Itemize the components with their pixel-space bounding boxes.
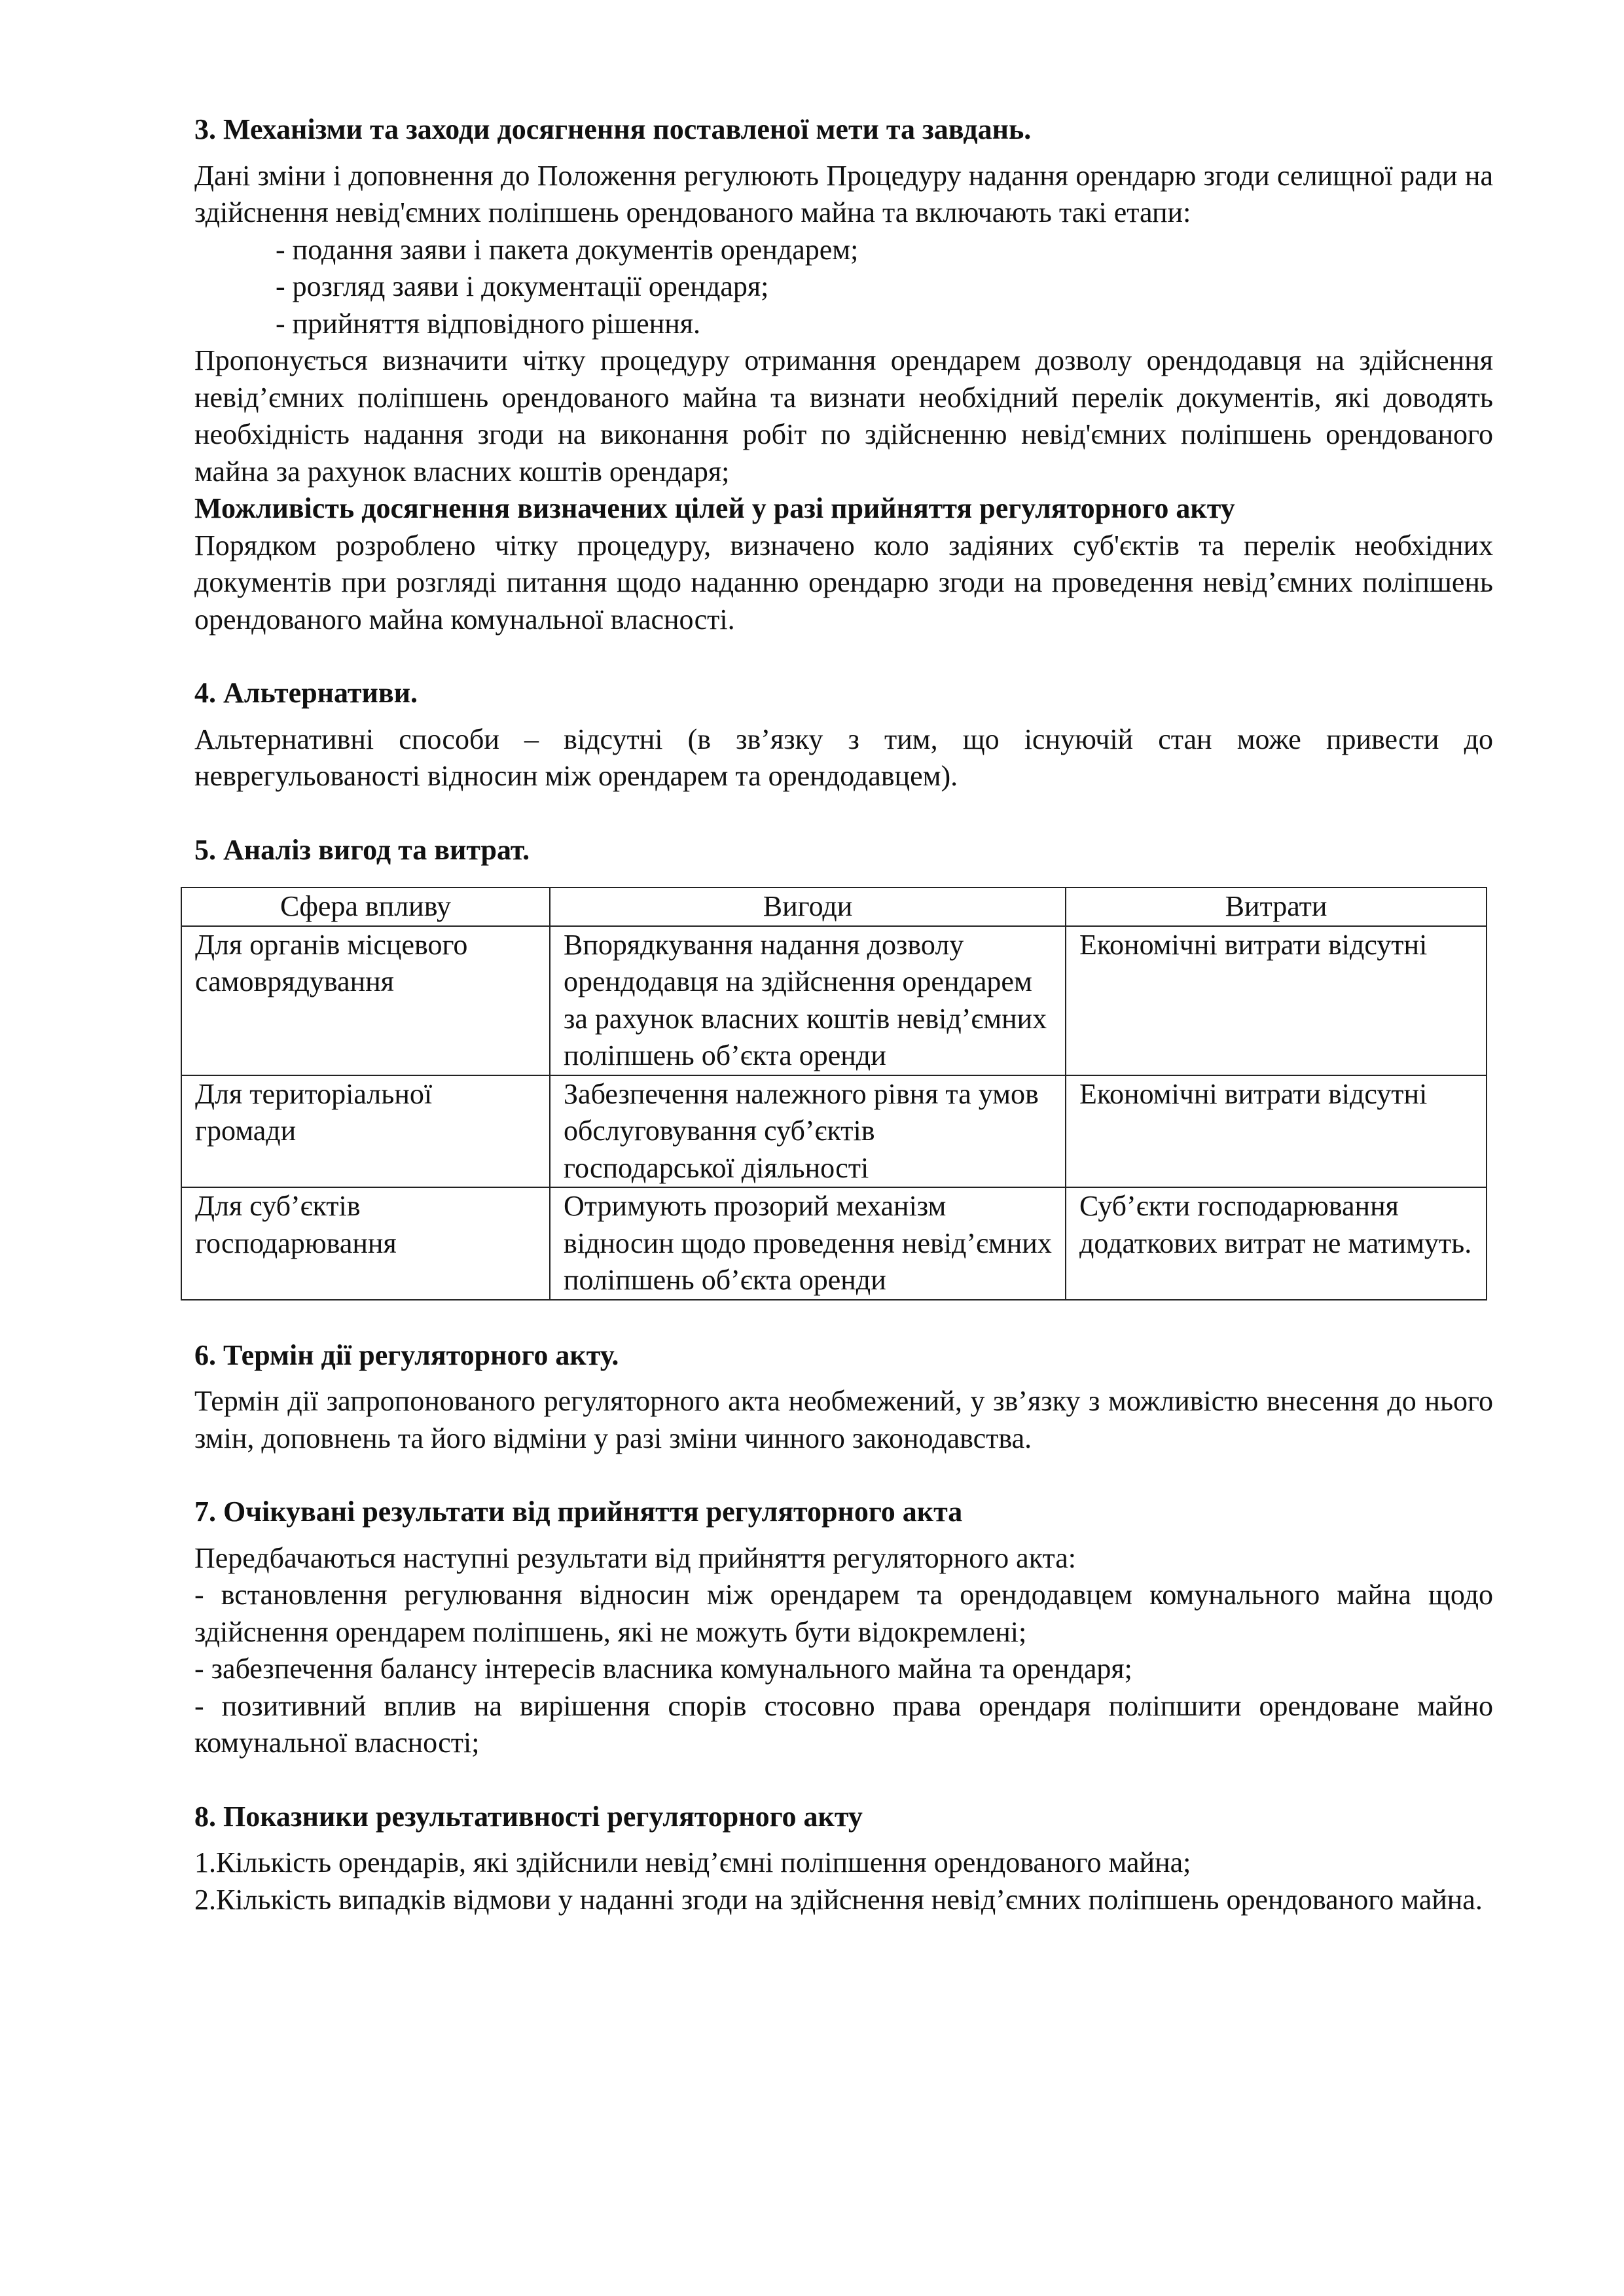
section-7-heading: 7. Очікувані результати від прийняття регуляторного акта: [194, 1496, 963, 1528]
table-row: [181, 1187, 1487, 1300]
section-7-intro: Передбачаються наступні результати від прийняття регуляторного акта:: [194, 1541, 1077, 1574]
table-cell: Для органів місцевого самоврядування: [181, 926, 550, 1075]
table-cell: Для територіальної громади: [181, 1075, 550, 1188]
section-4-text: Альтернативні способи – відсутні (в зв’язку з тим, що існуючій стан може привести до неврегульованості відносин між орендарем та орендодавцем).: [194, 723, 1493, 792]
table-cell: Економічні витрати відсутні: [1066, 1075, 1487, 1188]
section-3-subheading: Можливість досягнення визначених цілей у разі прийняття регуляторного акту: [194, 492, 1235, 524]
table-cell: Для суб’єктів господарювання: [181, 1187, 550, 1300]
column-header: Вигоди: [550, 888, 1066, 926]
section-3-heading: 3. Механізми та заходи досягнення поставленої мети та завдань.: [194, 113, 1032, 145]
step-item: - прийняття відповідного рішення.: [276, 307, 700, 340]
section-3-proposal: Пропонується визначити чітку процедуру отримання орендарем дозволу орендодавця на здійснення невід’ємних поліпшень орендованого майна та визнати необхідний перелік документів, які доводять необхідність надання згоди на виконання робіт по здійсненню невід'ємних поліпшень орендованого майна за рахунок власних коштів орендаря;: [194, 344, 1493, 488]
cost-benefit-table: [181, 887, 1487, 1300]
section-4-heading: 4. Альтернативи.: [194, 677, 418, 709]
table-row: [181, 1075, 1487, 1188]
section-3-intro: Дані зміни і доповнення до Положення регулюють Процедуру надання орендарю згоди селищної ради на здійснення невід'ємних поліпшень орендованого майна та включають такі етапи:: [194, 159, 1493, 228]
column-header: Витрати: [1066, 888, 1487, 926]
column-header: Сфера впливу: [181, 888, 550, 926]
table-cell: Забезпечення належного рівня та умов обслуговування суб’єктів господарської діяльності: [550, 1075, 1066, 1188]
table-header-row: [181, 888, 1487, 926]
table-row: [181, 926, 1487, 1075]
result-item: - забезпечення балансу інтересів власника комунального майна та орендаря;: [194, 1653, 1132, 1685]
result-item: - встановлення регулювання відносин між орендарем та орендодавцем комунального майна щодо здійснення орендарем поліпшень, які не можуть бути відокремлені;: [194, 1579, 1493, 1648]
table-cell: Отримують прозорий механізм відносин щодо проведення невід’ємних поліпшень об’єкта оренди: [550, 1187, 1066, 1300]
result-item: - позитивний вплив на вирішення спорів стосовно права орендаря поліпшити орендоване майно комунальної власності;: [194, 1689, 1493, 1759]
table-cell: Економічні витрати відсутні: [1066, 926, 1487, 1075]
section-5-heading: 5. Аналіз вигод та витрат.: [194, 833, 530, 866]
section-6-heading: 6. Термін дії регуляторного акту.: [194, 1338, 619, 1371]
section-6-text: Термін дії запропонованого регуляторного акта необмежений, у зв’язку з можливістю внесення до нього змін, доповнень та його відміни у разі зміни чинного законодавства.: [194, 1385, 1493, 1454]
indicator-item: 2.Кількість випадків відмови у наданні згоди на здійснення невід’ємних поліпшень орендованого майна.: [194, 1883, 1483, 1916]
indicator-item: 1.Кількість орендарів, які здійснили невід’ємні поліпшення орендованого майна;: [194, 1846, 1191, 1878]
section-3-result: Порядком розроблено чітку процедуру, визначено коло задіяних суб'єктів та перелік необхідних документів при розгляді питання щодо наданню орендарю згоди на проведення невід’ємних поліпшень орендованого майна комунальної власності.: [194, 529, 1493, 636]
document-page: [194, 111, 1493, 1918]
table-cell: Суб’єкти господарювання додаткових витрат не матимуть.: [1066, 1187, 1487, 1300]
step-item: - розгляд заяви і документації орендаря;: [276, 270, 769, 302]
table-cell: Впорядкування надання дозволу орендодавця на здійснення орендарем за рахунок власних коштів невід’ємних поліпшень об’єкта оренди: [550, 926, 1066, 1075]
section-8-heading: 8. Показники результативності регуляторного акту: [194, 1800, 863, 1833]
step-item: - подання заяви і пакета документів орендарем;: [276, 233, 859, 266]
